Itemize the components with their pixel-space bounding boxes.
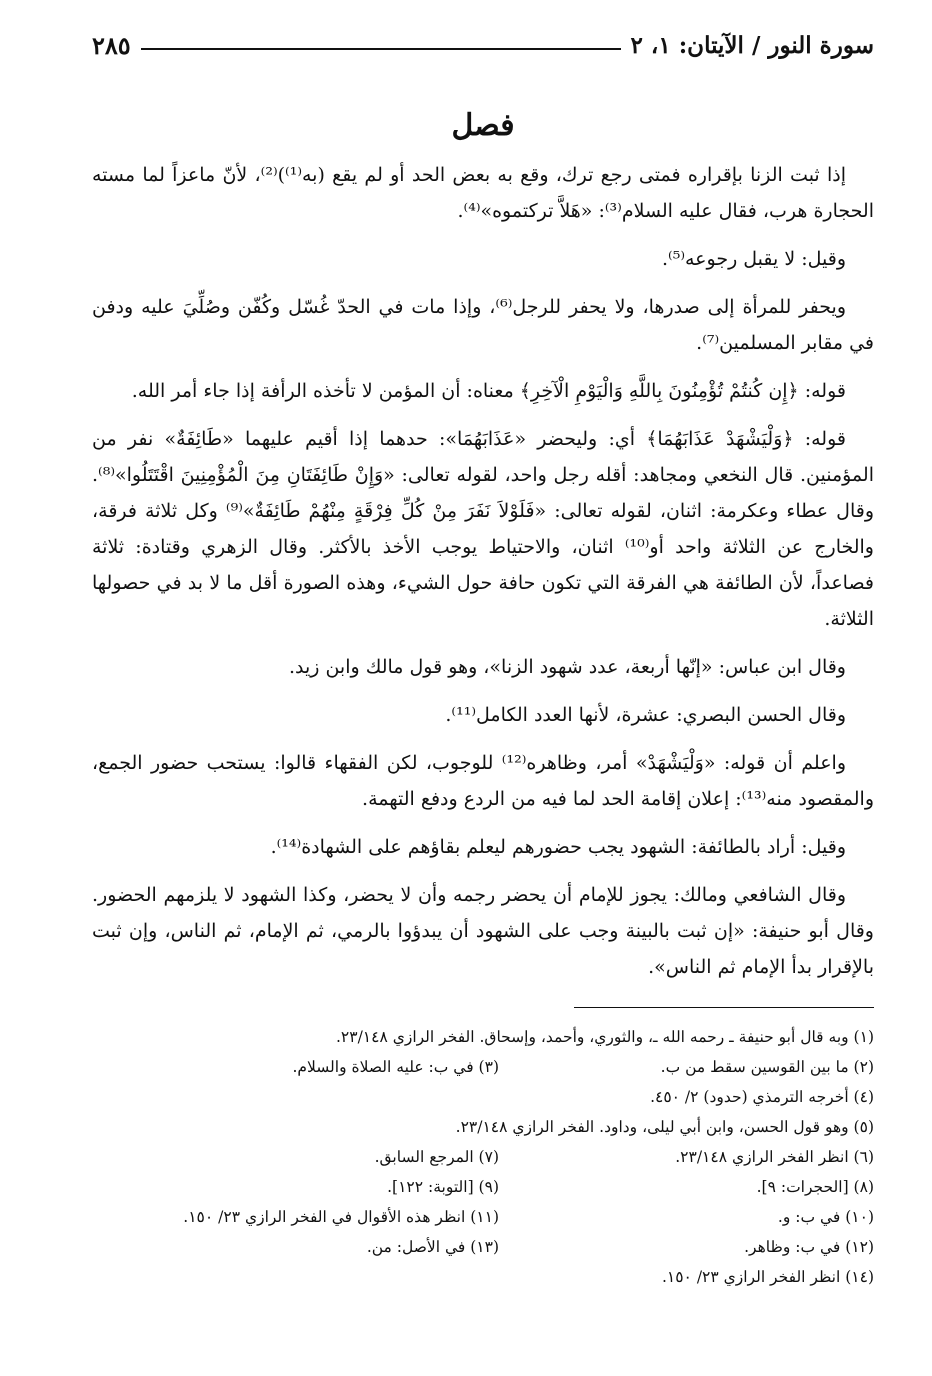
paragraph: وقال ابن عباس: «إنّها أربعة، عدد شهود الزنا»، وهو قول مالك وابن زيد. xyxy=(288,656,846,678)
footnote-row xyxy=(92,1112,874,1142)
footnote: (٦) انظر الفخر الرازي ٢٣/١٤٨. xyxy=(675,1148,874,1166)
paragraph: وقيل: لا يقبل رجوعه⁽⁵⁾. xyxy=(661,248,846,270)
paragraph: واعلم أن قوله: «وَلْيَشْهَدْ» أمر، وظاهره⁽¹²⁾ للوجوب، لكن الفقهاء قالوا: يستحب حضور الجمع، والمقصود منه⁽¹³⁾: إعلان إقامة الحد لما فيه من الردع ودفع التهمة. xyxy=(92,752,874,810)
paragraph: وقال الشافعي ومالك: يجوز للإمام أن يحضر رجمه وأن لا يحضر، وكذا الشهود لا يلزمهم الحضور. وقال أبو حنيفة: «إن ثبت بالبينة وجب على الشهود أن يبدؤوا بالرمي، ثم الإمام، ثم الناس، وإن ثبت بالإقرار بدأ الإمام ثم الناس». xyxy=(92,884,874,978)
paragraph: قوله: ﴿وَلْيَشْهَدْ عَذَابَهُمَا﴾ أي: وليحضر «عَذَابَهُمَا»: حدهما إذا أقيم عليهما «طَائِفَةٌ» نفر من المؤمنين. قال النخعي ومجاهد: أقله رجل واحد، لقوله تعالى: «وَإِنْ طَائِفَتَانِ مِنَ الْمُؤْمِنِينَ اقْتَتَلُوا»⁽⁸⁾. وقال عطاء وعكرمة: اثنان، لقوله تعالى: «فَلَوْلاَ نَفَرَ مِنْ كُلِّ فِرْقَةٍ مِنْهُمْ طَائِفَةٌ»⁽⁹⁾ وكل ثلاثة فرقة، والخارج عن الثلاثة واحد أو⁽¹⁰⁾ اثنان، والاحتياط يوجب الأخذ بالأكثر. وقال الزهري وقتادة: ثلاثة فصاعداً، لأن الطائفة هي الفرقة التي تكون حافة حول الشيء، وهذه الصورة أقل ما لا بد في حصولها الثلاثة. xyxy=(92,428,874,630)
footnote-row xyxy=(92,1232,874,1262)
footnote-row xyxy=(92,1262,874,1292)
footnote: (٧) المرجع السابق. xyxy=(374,1148,499,1166)
footnote: (١٠) في ب: و. xyxy=(777,1208,874,1226)
footnote-row xyxy=(92,1142,874,1172)
footnote: (١) وبه قال أبو حنيفة ـ رحمه الله ـ، والثوري، وأحمد، وإسحاق. الفخر الرازي ٢٣/١٤٨. xyxy=(335,1028,874,1046)
footnote: (٢) ما بين القوسين سقط من ب. xyxy=(660,1058,874,1076)
paragraph: وقال الحسن البصري: عشرة، لأنها العدد الكامل⁽¹¹⁾. xyxy=(445,704,846,726)
footnote-row xyxy=(92,1202,874,1232)
section-title: فصل xyxy=(451,108,515,143)
footnote: (٤) أخرجه الترمذي (حدود) ٢/ ٤٥٠. xyxy=(650,1088,874,1106)
footnote: (١٣) في الأصل: من. xyxy=(366,1238,499,1256)
page-number: ٢٨٥ xyxy=(92,30,131,60)
running-header xyxy=(92,22,874,68)
footnote-row xyxy=(92,1022,874,1052)
footnotes xyxy=(92,1022,874,1292)
footnote: (١١) انظر هذه الأقوال في الفخر الرازي ٢٣/ ١٥٠. xyxy=(183,1208,499,1226)
footnote: (٨) [الحجرات: ٩]. xyxy=(756,1178,874,1196)
footnote: (٥) وهو قول الحسن، وابن أبي ليلى، وداود. الفخر الرازي ٢٣/١٤٨. xyxy=(455,1118,874,1136)
footnote: (٣) في ب: عليه الصلاة والسلام. xyxy=(292,1058,499,1076)
footnote: (١٤) انظر الفخر الرازي ٢٣/ ١٥٠. xyxy=(661,1268,874,1286)
footnote: (٩) [التوبة: ١٢٢]. xyxy=(387,1178,499,1196)
paragraph: وقيل: أراد بالطائفة: الشهود يجب حضورهم ليعلم بقاؤهم على الشهادة⁽¹⁴⁾. xyxy=(270,836,846,858)
footnote: (١٢) في ب: وظاهر. xyxy=(744,1238,874,1256)
paragraph: إذا ثبت الزنا بإقراره فمتى رجع ترك، وقع به بعض الحد أو لم يقع (به⁽¹⁾)⁽²⁾، لأنّ ماعزاً لما مسته الحجارة هرب، فقال عليه السلام⁽³⁾: «هَلاَّ تركتموه»⁽⁴⁾. xyxy=(92,164,874,222)
header-title: سورة النور / الآيتان: ١، ٢ xyxy=(630,31,874,59)
header-rule xyxy=(141,48,621,50)
paragraph: قوله: ﴿إِن كُنتُمْ تُؤْمِنُونَ بِاللَّهِ وَالْيَوْمِ الْآخِرِ﴾ معناه: أن المؤمن لا تأخذه الرأفة إذا جاء أمر الله. xyxy=(131,380,846,402)
main-text xyxy=(92,157,874,985)
footnote-row xyxy=(92,1052,874,1082)
footnote-row xyxy=(92,1082,874,1112)
footnote-divider xyxy=(574,1007,874,1008)
paragraph: ويحفر للمرأة إلى صدرها، ولا يحفر للرجل⁽⁶⁾، وإذا مات في الحدّ غُسّل وكُفّن وصُلِّيَ عليه ودفن في مقابر المسلمين⁽⁷⁾. xyxy=(92,296,874,354)
footnote-row xyxy=(92,1172,874,1202)
